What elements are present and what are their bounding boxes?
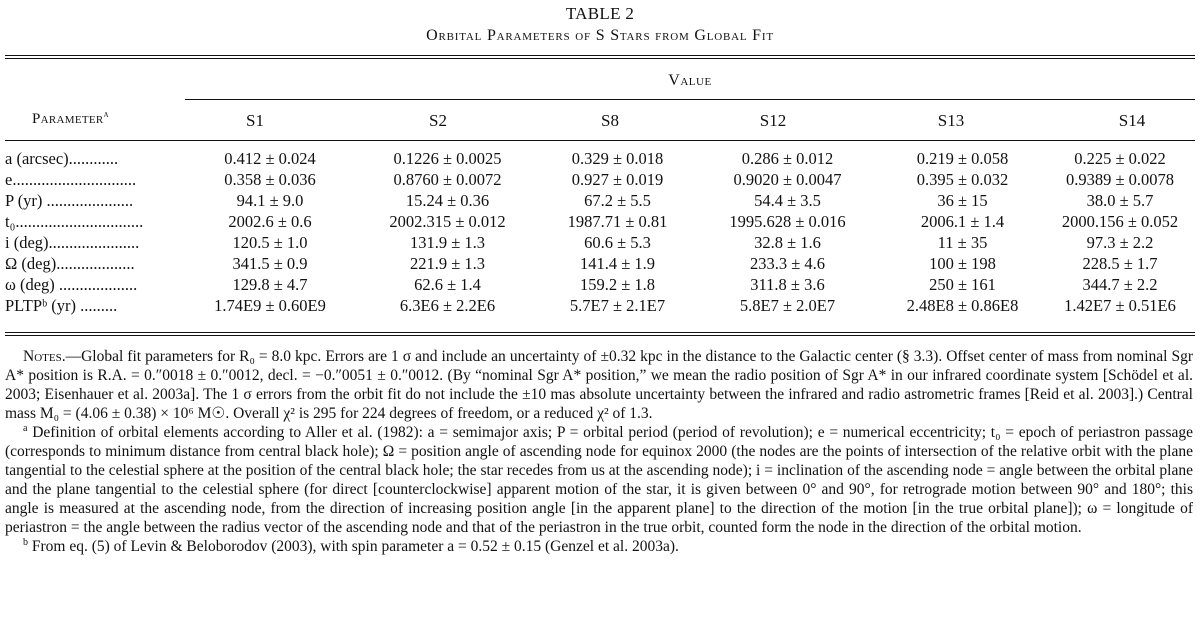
footnote-b <box>5 537 1193 556</box>
cell: 2.48E8 ± 0.86E8 <box>906 296 1019 315</box>
row-label: P (yr) ..................... <box>5 191 134 210</box>
cell: 67.2 ± 5.5 <box>584 191 651 210</box>
cell: 0.395 ± 0.032 <box>916 170 1009 189</box>
cell: 1995.628 ± 0.016 <box>729 212 846 231</box>
cell: 2002.315 ± 0.012 <box>389 212 506 231</box>
cell: 221.9 ± 1.3 <box>409 254 486 273</box>
cell: 2000.156 ± 0.052 <box>1061 212 1179 231</box>
cell: 0.9020 ± 0.0047 <box>733 170 842 189</box>
cell: 0.8760 ± 0.0072 <box>393 170 502 189</box>
cell: 0.219 ± 0.058 <box>916 149 1009 168</box>
table-notes <box>5 347 1193 556</box>
cell: 6.3E6 ± 2.2E6 <box>399 296 496 315</box>
row-label: i (deg)...................... <box>5 233 140 252</box>
row-label: Ω (deg)................... <box>5 254 135 273</box>
value-span-rule <box>185 99 1195 100</box>
cell: 0.927 ± 0.019 <box>571 170 664 189</box>
table-row <box>5 169 1195 190</box>
cell: 0.412 ± 0.024 <box>224 149 316 168</box>
row-label: PLTPᵇ (yr) ......... <box>5 296 118 315</box>
column-header-s8: S8 <box>601 111 619 130</box>
footnote-b-text: From eq. (5) of Levin & Beloborodov (2003), with spin parameter a = 0.52 ± 0.15 (Genzel et al. 2003a). <box>31 538 679 555</box>
cell: 60.6 ± 5.3 <box>584 233 651 252</box>
parameter-header-note: a <box>103 109 109 120</box>
row-label: a (arcsec)............ <box>5 149 119 168</box>
top-rule <box>5 55 1195 56</box>
table-caption: Orbital Parameters of S Stars from Global Fit <box>426 27 774 44</box>
column-header-s12: S12 <box>759 111 787 130</box>
header-rule <box>5 140 1195 141</box>
cell: 341.5 ± 0.9 <box>232 254 308 273</box>
cell: 250 ± 161 <box>929 275 996 294</box>
cell: 5.7E7 ± 2.1E7 <box>569 296 666 315</box>
notes-lead: Notes. <box>23 348 66 365</box>
cell: 1987.71 ± 0.81 <box>567 212 668 231</box>
column-header-s2: S2 <box>429 111 447 130</box>
table-row <box>5 190 1195 211</box>
cell: 97.3 ± 2.2 <box>1086 233 1154 252</box>
cell: 0.225 ± 0.022 <box>1074 149 1166 168</box>
cell: 100 ± 198 <box>929 254 996 273</box>
cell: 2002.6 ± 0.6 <box>228 212 312 231</box>
parameter-header <box>32 111 142 128</box>
cell: 120.5 ± 1.0 <box>232 233 308 252</box>
footnote-a-text: Definition of orbital elements according to Aller et al. (1982): a = semimajor axis; P = orbital period (period of revolution); e = numerical eccentricity; t₀ = epoch of periastron passage (corresponds to minimum distance from central black hole); Ω = position angle of ascending node for equinox 2000 (the nodes are the points of intersection of the relative orbit with the plane tangential to the celestial sphere at the position of the central black hole; the star recedes from us at the ascending node); i = inclination of the ascending node = angle between the orbital plane and the plane tangential to the celestial sphere (for direct [counterclockwise] apparent motion of the star, it is given between 0° and 90°, for retrograde motion between 90° and 180°; this angle is measured at the ascending node, from the direction of increasing position angle [in the apparent plane] to the direction of the motion [in the true orbital plane]); ω = longitude of periastron = the angle between the radius vector of the ascending node and that of the periastron in the true orbit, counted form the node in the direction of the orbital motion. <box>5 424 1193 536</box>
cell: 54.4 ± 3.5 <box>754 191 821 210</box>
notes-body: —Global fit parameters for R₀ = 8.0 kpc. Errors are 1 σ and include an uncertainty of ±0.32 kpc in the distance to the Galactic center (§ 3.3). Offset center of mass from nominal Sgr A* position is R.A. = 0.″0018 ± 0.″0012, decl. = −0.″0051 ± 0.″0012. (By “nominal Sgr A* position,” we mean the radio position of Sgr A* in our infrared coordinate system [Schödel et al. 2003; Eisenhauer et al. 2003a]. The 1 σ errors from the orbit fit do not include the ±10 mas absolute uncertainty between the infrared and radio astrometric frames [Reid et al. 2003].) Central mass M₀ = (4.06 ± 0.38) × 10⁶ M☉. Overall χ² is 295 for 224 degrees of freedom, or a reduced χ² of 1.3. <box>5 348 1193 422</box>
column-header-s13: S13 <box>937 111 965 130</box>
cell: 0.329 ± 0.018 <box>571 149 664 168</box>
orbital-parameters-table <box>5 148 1195 316</box>
cell: 32.8 ± 1.6 <box>754 233 821 252</box>
column-header-s14: S14 <box>1118 111 1146 130</box>
cell: 228.5 ± 1.7 <box>1082 254 1158 273</box>
cell: 36 ± 15 <box>937 191 988 210</box>
cell: 5.8E7 ± 2.0E7 <box>739 296 836 315</box>
cell: 1.42E7 ± 0.51E6 <box>1064 296 1176 315</box>
cell: 2006.1 ± 1.4 <box>920 212 1005 231</box>
cell: 15.24 ± 0.36 <box>405 191 490 210</box>
parameter-header-label: Parameter <box>32 111 104 127</box>
cell: 131.9 ± 1.3 <box>409 233 486 252</box>
footnote-a <box>5 423 1193 537</box>
cell: 0.286 ± 0.012 <box>741 149 834 168</box>
table-row <box>5 295 1195 316</box>
cell: 0.358 ± 0.036 <box>224 170 316 189</box>
notes-paragraph <box>5 347 1193 423</box>
table-row <box>5 274 1195 295</box>
table-number: TABLE 2 <box>565 4 635 23</box>
cell: 11 ± 35 <box>937 233 988 252</box>
column-header-s1: S1 <box>246 111 264 130</box>
row-label: ω (deg) ................... <box>5 275 138 294</box>
cell: 94.1 ± 9.0 <box>236 191 304 210</box>
bottom-rule <box>5 332 1195 333</box>
cell: 38.0 ± 5.7 <box>1086 191 1154 210</box>
cell: 0.9389 ± 0.0078 <box>1065 170 1175 189</box>
cell: 233.3 ± 4.6 <box>749 254 826 273</box>
row-label: t₀............................... <box>5 212 144 231</box>
cell: 1.74E9 ± 0.60E9 <box>214 296 326 315</box>
cell: 141.4 ± 1.9 <box>579 254 656 273</box>
footnote-b-mark: b <box>23 536 28 548</box>
table-row <box>5 148 1195 169</box>
cell: 311.8 ± 3.6 <box>750 275 825 294</box>
bottom-rule-double <box>5 335 1195 336</box>
row-label: e.............................. <box>5 170 137 189</box>
table-row <box>5 253 1195 274</box>
cell: 62.6 ± 1.4 <box>414 275 481 294</box>
cell: 0.1226 ± 0.0025 <box>393 149 502 168</box>
top-rule-double <box>5 58 1195 59</box>
table-row <box>5 232 1195 253</box>
cell: 129.8 ± 4.7 <box>232 275 308 294</box>
cell: 344.7 ± 2.2 <box>1082 275 1158 294</box>
cell: 159.2 ± 1.8 <box>579 275 656 294</box>
footnote-a-mark: a <box>23 422 28 434</box>
value-header: Value <box>668 72 712 89</box>
table-row <box>5 211 1195 232</box>
